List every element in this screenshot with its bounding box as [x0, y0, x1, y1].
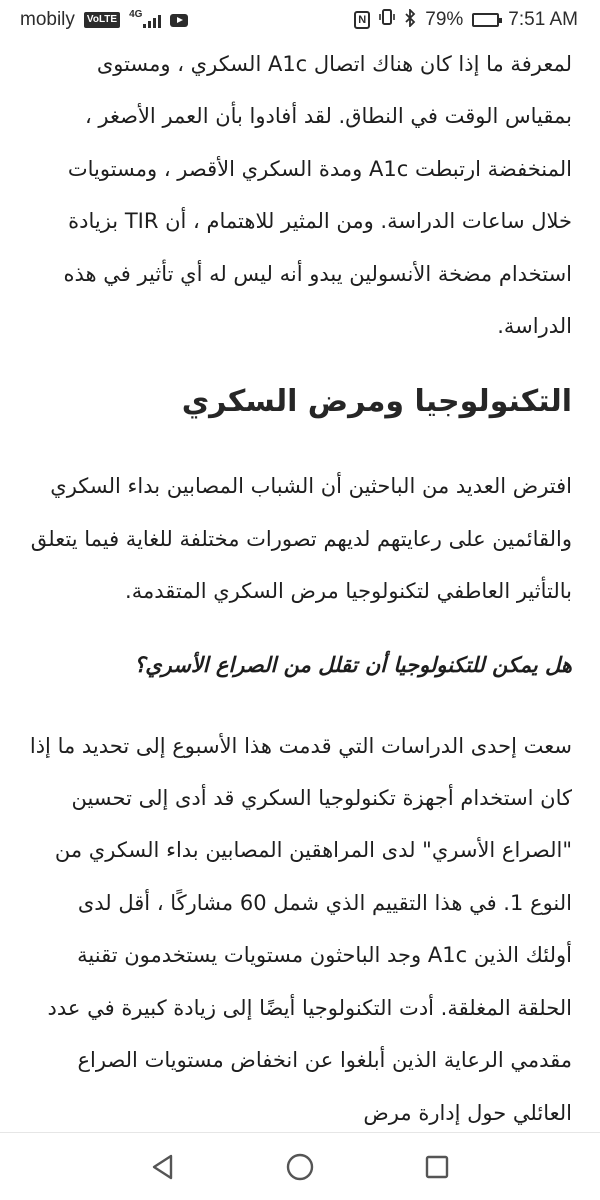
circle-home-icon [285, 1152, 315, 1182]
network-type: 4G [129, 8, 143, 20]
vibrate-icon [379, 8, 395, 32]
battery-percent: 79% [425, 9, 464, 30]
status-bar-right [354, 8, 578, 32]
triangle-back-icon [150, 1153, 176, 1181]
nfc-icon: N [354, 11, 370, 29]
status-bar-left [20, 9, 188, 31]
section-subheading: هل يمكن للتكنولوجيا أن تقلل من الصراع الأسري؟ [134, 652, 572, 677]
status-bar [0, 0, 600, 40]
article-paragraph: افترض العديد من الباحثين أن الشباب المصابين بداء السكري والقائمين على رعايتهم لديهم تصورات مختلفة للغاية فيما يتعلق بالتأثير العاطفي لتكنولوجيا مرض السكري المتقدمة. [30, 474, 572, 604]
article-content [26, 36, 572, 1139]
battery-icon [472, 13, 499, 27]
signal-strength-icon [143, 13, 161, 28]
back-button[interactable] [141, 1145, 185, 1189]
navigation-bar [0, 1132, 600, 1200]
recents-button[interactable] [415, 1145, 459, 1189]
volte-badge: VoLTE [84, 12, 120, 28]
section-heading: التكنولوجيا ومرض السكري [181, 384, 572, 420]
bluetooth-icon [404, 9, 416, 32]
home-button[interactable] [278, 1145, 322, 1189]
clock: 7:51 AM [508, 9, 578, 30]
article-paragraph: لمعرفة ما إذا كان هناك اتصال A1c السكري ، ومستوى بمقياس الوقت في النطاق. لقد أفادوا بأن العمر الأصغر ، المنخفضة ارتبطت A1c ومدة السكري الأقصر ، ومستويات خلال ساعات الدراسة. ومن المثير للاهتمام ، أن TIR بزيادة استخدام مضخة الأنسولين يبدو أنه ليس له أي تأثير في هذه الدراسة. [63, 52, 572, 339]
youtube-notification-icon [170, 14, 188, 27]
carrier-name: mobily [20, 9, 75, 30]
article-paragraph: سعت إحدى الدراسات التي قدمت هذا الأسبوع إلى تحديد ما إذا كان استخدام أجهزة تكنولوجيا السكري قد أدى إلى تحسين "الصراع الأسري" لدى المراهقين المصابين بداء السكري من النوع 1. في هذا التقييم الذي شمل 60 مشاركًا ، أقل لدى أولئك الذين A1c وجد الباحثون مستويات يستخدمون تقنية الحلقة المغلقة. أدت التكنولوجيا أيضًا إلى زيادة كبيرة في عدد مقدمي الرعاية الذين أبلغوا عن انخفاض مستويات الصراع العائلي حول إدارة مرض [29, 733, 572, 1125]
square-recents-icon [424, 1154, 450, 1180]
